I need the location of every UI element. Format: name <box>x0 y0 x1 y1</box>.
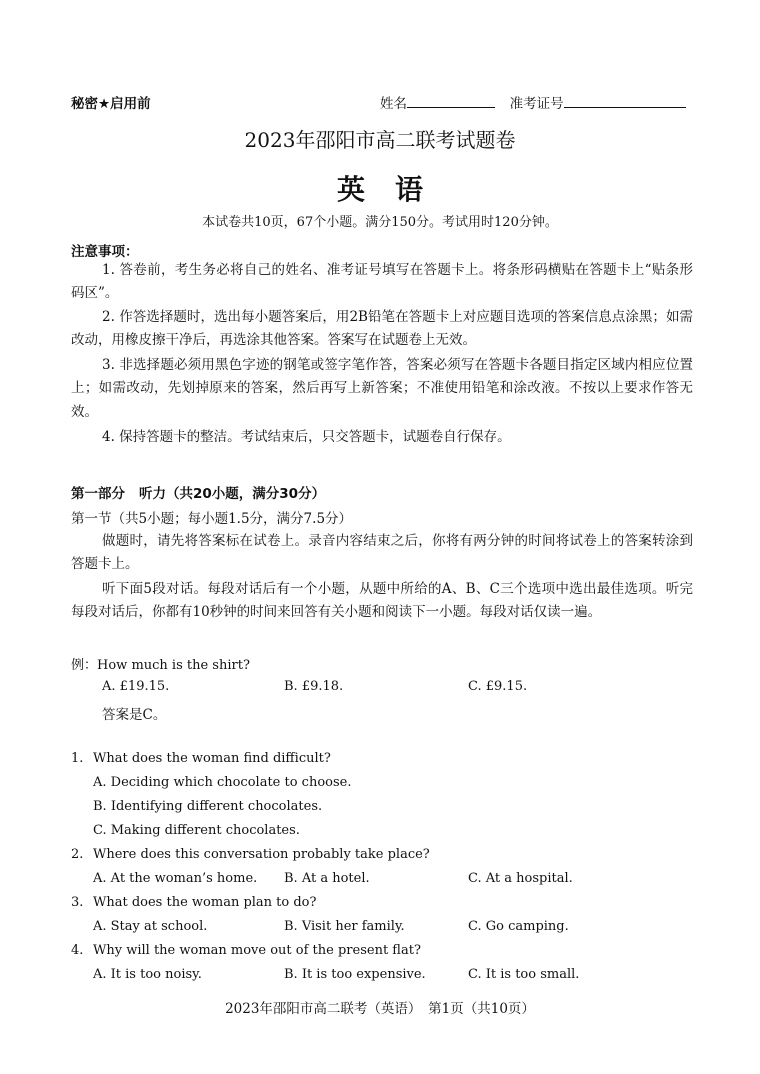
notice-item: 4. 保持答题卡的整洁。考试结束后，只交答题卡，试题卷自行保存。 <box>102 429 511 445</box>
question-1-option-c: C. Making different chocolates. <box>93 823 300 838</box>
confidential-label: 秘密★启用前 <box>71 96 151 112</box>
exam-number-label: 准考证号 <box>509 96 564 112</box>
question-2-option-b: B. At a hotel. <box>284 871 370 886</box>
exam-title: 2023年邵阳市高二联考试题卷 <box>244 128 516 152</box>
part-one-title <box>71 482 325 502</box>
question-text: Why will the woman move out of the present flat? <box>93 943 421 958</box>
question-2-option-a: A. At the woman’s home. <box>93 871 258 886</box>
question-text: What does the woman find difficult? <box>93 751 331 766</box>
directions-paragraph: 听下面5段对话。每段对话后有一个小题，从题中所给的A、B、C三个选项中选出最佳选项。听完每段对话后，你都有10秒钟的时间来回答有关小题和阅读下一小题。每段对话仅读一遍。 <box>71 581 693 621</box>
question-2 <box>71 847 430 862</box>
question-number: 1. <box>71 751 84 766</box>
notice-item: 2. 作答选择题时，选出每小题答案后，用2B铅笔在答题卡上对应题目选项的答案信息点涂黑；如需改动，用橡皮擦干净后，再选涂其他答案。答案写在试题卷上无效。 <box>71 309 693 349</box>
name-blank <box>407 93 495 108</box>
question-1 <box>71 751 331 766</box>
example-question-text: How much is the shirt? <box>97 658 250 673</box>
question-4-option-b: B. It is too expensive. <box>284 967 426 982</box>
question-number: 3. <box>71 895 84 910</box>
example-option-a: A. £19.15. <box>102 679 170 694</box>
question-4 <box>71 943 421 958</box>
question-1-option-a: A. Deciding which chocolate to choose. <box>93 775 352 790</box>
notice-item: 3. 非选择题必须用黑色字迹的钢笔或签字笔作答，答案必须写在答题卡各题目指定区域内相应位置上；如需改动，先划掉原来的答案，然后再写上新答案；不准使用铅笔和涂改液。不按以上要求作答无效。 <box>71 357 693 420</box>
notice-title: 注意事项： <box>71 244 139 260</box>
directions-paragraph: 做题时，请先将答案标在试卷上。录音内容结束之后，你将有两分钟的时间将试卷上的答案转涂到答题卡上。 <box>71 533 693 573</box>
exam-number-blank <box>564 93 686 108</box>
example-question <box>71 654 250 673</box>
part-one-name: 听力（共20小题，满分30分） <box>139 486 326 502</box>
part-one-label: 第一部分 <box>71 486 125 502</box>
question-3 <box>71 895 316 910</box>
candidate-fields <box>380 92 686 112</box>
example-option-c: C. £9.15. <box>468 679 528 694</box>
question-3-option-c: C. Go camping. <box>468 919 569 934</box>
page-footer: 2023年邵阳市高二联考（英语） 第1页（共10页） <box>225 1001 535 1017</box>
question-4-option-c: C. It is too small. <box>468 967 580 982</box>
notice-item: 1. 答卷前，考生务必将自己的姓名、准考证号填写在答题卡上。将条形码横贴在答题卡上“贴条形码区”。 <box>71 262 693 302</box>
section-one-title: 第一节（共5小题；每小题1.5分，满分7.5分） <box>71 511 353 527</box>
subject-title: 英语 <box>336 173 453 206</box>
example-option-b: B. £9.18. <box>284 679 344 694</box>
question-3-option-b: B. Visit her family. <box>284 919 405 934</box>
question-text: Where does this conversation probably take place? <box>93 847 430 862</box>
example-answer: 答案是C。 <box>102 707 167 723</box>
name-label: 姓名 <box>380 96 407 112</box>
exam-info: 本试卷共10页，67个小题。满分150分。考试用时120分钟。 <box>202 215 558 230</box>
question-text: What does the woman plan to do? <box>93 895 317 910</box>
question-1-option-b: B. Identifying different chocolates. <box>93 799 323 814</box>
example-label: 例： <box>71 658 98 673</box>
question-2-option-c: C. At a hospital. <box>468 871 573 886</box>
question-number: 2. <box>71 847 84 862</box>
question-4-option-a: A. It is too noisy. <box>93 967 202 982</box>
question-3-option-a: A. Stay at school. <box>93 919 208 934</box>
question-number: 4. <box>71 943 84 958</box>
